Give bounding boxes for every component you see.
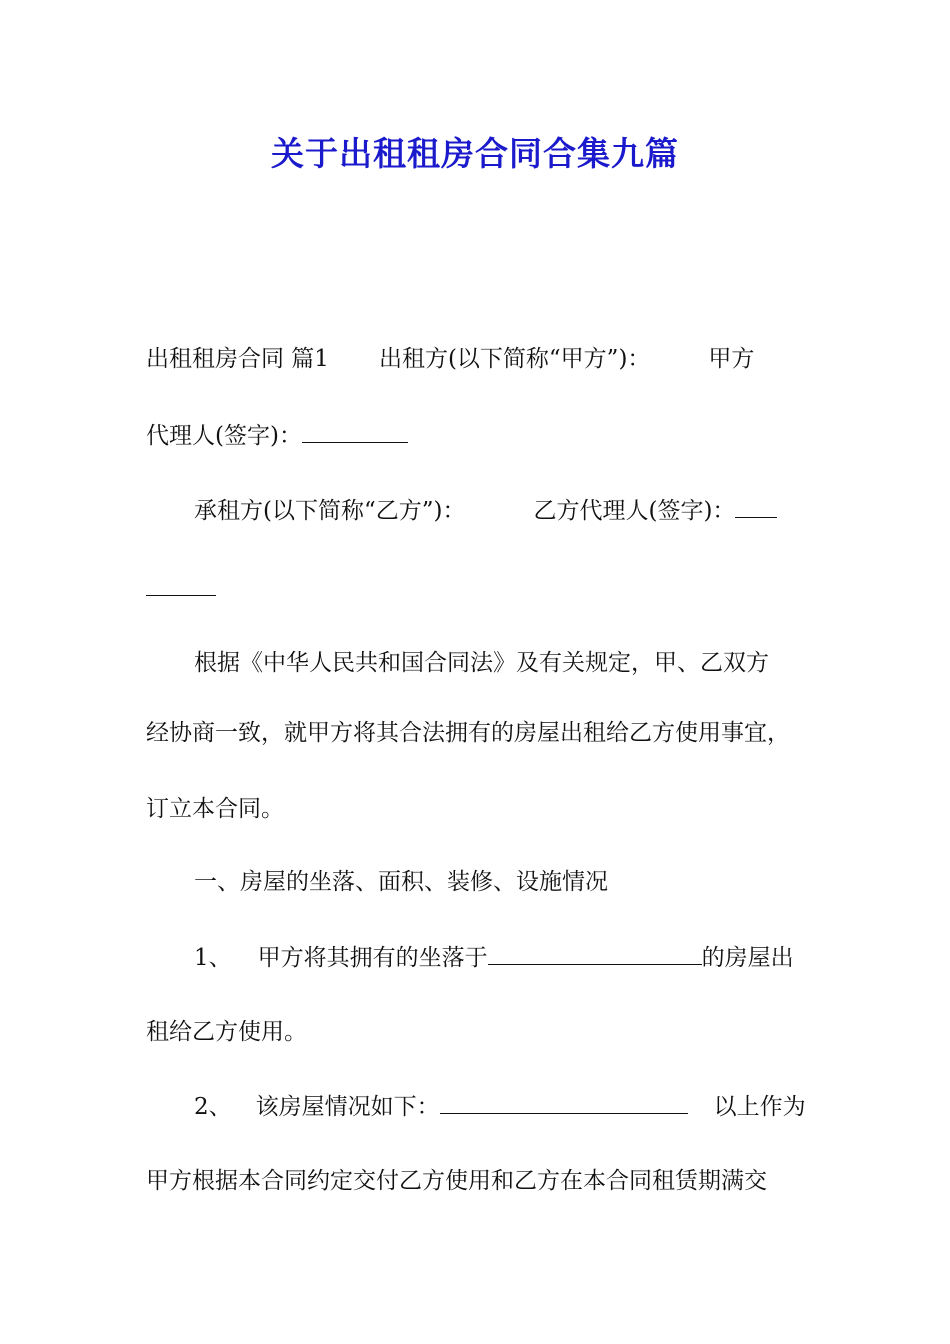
contract-heading: 出租租房合同 篇1: [146, 346, 329, 372]
clause-1-number: 1、: [194, 945, 232, 971]
property-location-blank[interactable]: [488, 944, 702, 965]
paragraph-line: 订立本合同。: [146, 796, 284, 822]
party-a-line: [146, 344, 754, 374]
clause-2-text: 该房屋情况如下：: [255, 1094, 440, 1120]
lessor-label: 出租方(以下简称“甲方”)：: [378, 346, 651, 372]
party-b-agent-blank[interactable]: [735, 497, 777, 518]
clause-2-text-end: 以上作为: [713, 1094, 806, 1120]
clause-1-text-end: 的房屋出: [701, 945, 794, 971]
party-b-agent-blank-cont[interactable]: [146, 575, 216, 596]
party-b-agent-label: 乙方代理人(签字)：: [533, 498, 736, 524]
clause-1-continued: 租给乙方使用。: [146, 1019, 307, 1045]
party-b-line: [194, 496, 777, 526]
paragraph-line: 经协商一致，就甲方将其合法拥有的房屋出租给乙方使用事宜，: [146, 720, 790, 746]
clause-2-line: [194, 1092, 806, 1122]
agent-sign-label: 代理人(签字)：: [146, 423, 302, 449]
clause-2-continued: 甲方根据本合同约定交付乙方使用和乙方在本合同租赁期满交: [146, 1168, 767, 1194]
clause-1-text: 甲方将其拥有的坐落于: [257, 945, 488, 971]
paragraph-line: 根据《中华人民共和国合同法》及有关规定，甲、乙双方: [194, 650, 769, 676]
agent-sign-blank[interactable]: [302, 422, 408, 443]
party-a-agent-line: [146, 421, 408, 451]
party-b-agent-blank-continued: [146, 574, 216, 604]
document-title: 关于出租租房合同合集九篇: [271, 134, 679, 173]
section-heading: 一、房屋的坐落、面积、装修、设施情况: [194, 869, 608, 895]
clause-2-number: 2、: [194, 1094, 232, 1120]
clause-1-line: [194, 943, 794, 973]
property-details-blank[interactable]: [440, 1093, 688, 1114]
party-a-label: 甲方: [708, 346, 755, 372]
lessee-label: 承租方(以下简称“乙方”)：: [194, 498, 466, 524]
